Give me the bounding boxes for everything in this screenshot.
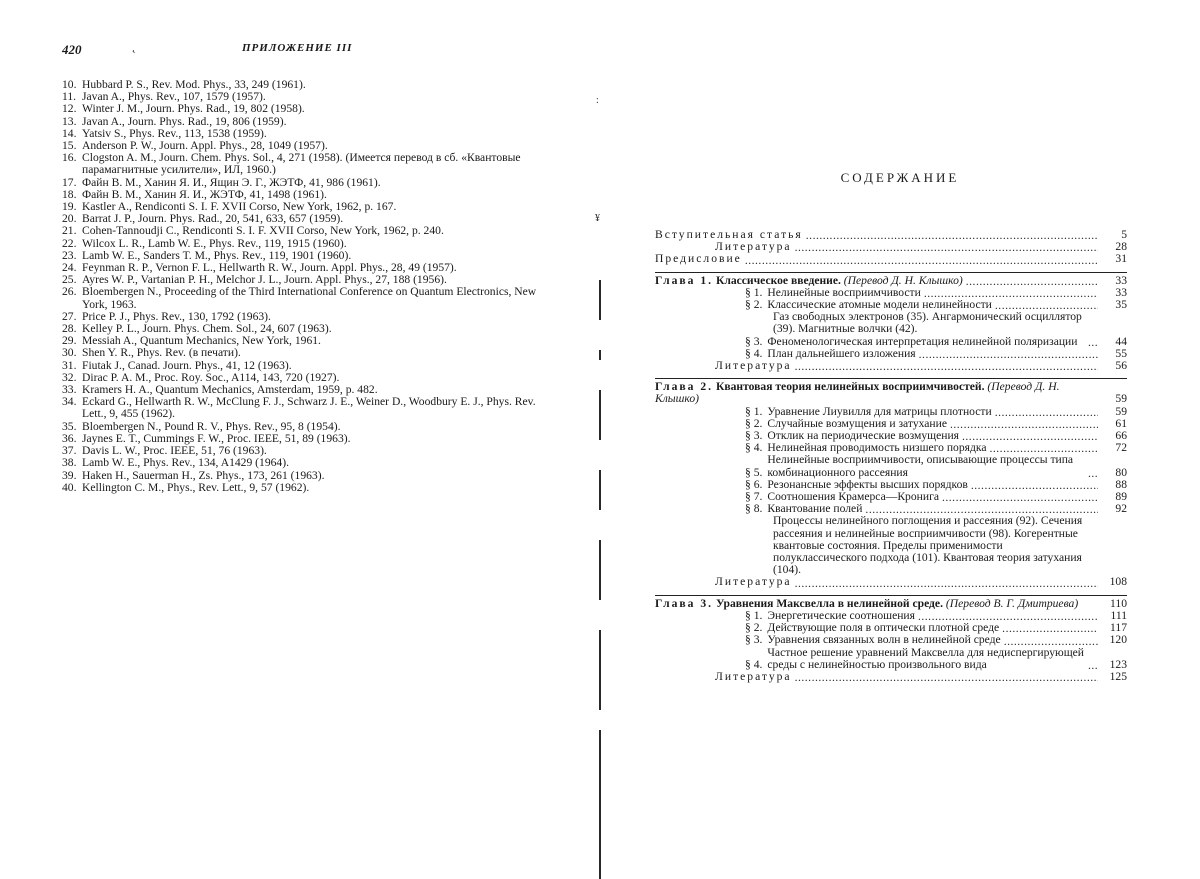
toc-page-number: 33 xyxy=(1115,285,1127,299)
toc-page-number: 80 xyxy=(1115,465,1127,479)
toc-leader-dots xyxy=(1002,624,1098,634)
header-mark: ˛ xyxy=(132,39,136,53)
toc-page-number: 33 xyxy=(1115,273,1127,287)
toc-divider xyxy=(655,272,1127,273)
toc-leader-dots xyxy=(995,408,1098,418)
section-title: Нелинейная проводимость низшего порядка xyxy=(767,441,987,455)
reference-number: 39. xyxy=(62,468,77,482)
reference-number: 11. xyxy=(62,90,77,104)
section-title: Резонансные эффекты высших порядков xyxy=(767,477,968,491)
reference-number: 35. xyxy=(62,419,77,433)
section-title: Феноменологическая интерпретация нелинейной поляризации xyxy=(767,334,1078,348)
reference-number: 30. xyxy=(62,346,77,360)
reference-number: 10. xyxy=(62,78,77,91)
toc-leader-dots xyxy=(795,673,1098,683)
toc-entry-title: Предисловие xyxy=(655,252,742,266)
section-number: § 5. xyxy=(745,465,763,479)
chapter-heading[interactable] xyxy=(655,381,1127,405)
reference-text: Messiah A., Quantum Mechanics, New York, 1961. xyxy=(82,334,321,348)
reference-number: 25. xyxy=(62,273,77,287)
reference-text: Price P. J., Phys. Rev., 130, 1792 (1963). xyxy=(82,309,271,323)
toc-leader-dots xyxy=(942,493,1098,503)
toc-section-entry[interactable] xyxy=(655,454,1127,478)
toc-entry[interactable] xyxy=(655,253,1127,265)
toc-section-entry[interactable] xyxy=(655,299,1127,311)
reference-number: 29. xyxy=(62,334,77,348)
reference-item xyxy=(62,482,554,494)
chapter-title: Уравнения Максвелла в нелинейной среде. xyxy=(715,596,943,610)
toc-section-entry[interactable] xyxy=(655,647,1127,671)
reference-number: 36. xyxy=(62,431,77,445)
toc-entry-title: Литература xyxy=(715,359,792,373)
chapter-label: Глава 1. xyxy=(655,273,714,287)
section-title: Случайные возмущения и затухание xyxy=(767,416,947,430)
section-title: Классические атомные модели нелинейности xyxy=(767,298,992,312)
section-title: Уравнение Лиувилля для матрицы плотности xyxy=(767,404,992,418)
toc-leader-dots xyxy=(1088,661,1098,671)
chapter-heading[interactable] xyxy=(655,275,1127,287)
reference-number: 32. xyxy=(62,370,77,384)
section-title: Нелинейные восприимчивости, описывающие процессы типа комбинационного рассеяния xyxy=(767,453,1074,479)
gutter-mark: ¥ xyxy=(595,213,600,224)
section-title: Отклик на периодические возмущения xyxy=(767,429,959,443)
toc-leader-dots xyxy=(950,420,1098,430)
toc-entry-title: Литература xyxy=(715,240,792,254)
table-of-contents xyxy=(655,229,1127,683)
reference-text: Hubbard P. S., Rev. Mod. Phys., 33, 249 (1961). xyxy=(82,78,306,91)
toc-divider xyxy=(655,595,1127,596)
reference-text: Clogston A. M., Journ. Chem. Phys. Sol., 4, 271 (1958). (Имеется перевод в сб. «Квантовые парамагнитные усилители», ИЛ, 1960.) xyxy=(82,151,521,177)
section-number: § 1. xyxy=(745,285,763,299)
reference-text: Javan A., Phys. Rev., 107, 1579 (1957). xyxy=(82,90,266,104)
toc-leader-dots xyxy=(806,231,1098,241)
toc-section-entry[interactable] xyxy=(655,503,1127,515)
section-title: Уравнения связанных волн в нелинейной среде xyxy=(767,633,1001,647)
reference-text: Davis L. W., Proc. IEEE, 51, 76 (1963). xyxy=(82,444,267,458)
reference-text: Lamb W. E., Sanders T. M., Phys. Rev., 119, 1901 (1960). xyxy=(82,248,352,262)
toc-leader-dots xyxy=(971,481,1098,491)
toc-page-number: 44 xyxy=(1115,334,1127,348)
toc-leader-dots xyxy=(995,301,1098,311)
reference-text: Shen Y. R., Phys. Rev. (в печати). xyxy=(82,346,241,360)
toc-page-number: 59 xyxy=(1115,392,1127,406)
toc-page-number: 61 xyxy=(1115,416,1127,430)
reference-item xyxy=(62,396,554,420)
toc-leader-dots xyxy=(795,362,1098,372)
reference-text: Dirac P. A. M., Proc. Roy. Soc., A114, 143, 720 (1927). xyxy=(82,370,340,384)
reference-text: Javan A., Journ. Phys. Rad., 19, 806 (1959). xyxy=(82,114,287,128)
reference-item xyxy=(62,152,554,176)
toc-page-number: 110 xyxy=(1110,596,1127,610)
chapter-translator: (Перевод Д. Н. Клышко) xyxy=(843,273,963,287)
reference-text: Anderson P. W., Journ. Appl. Phys., 28, 1049 (1957). xyxy=(82,139,328,153)
toc-entry-title: Литература xyxy=(715,669,792,683)
toc-section-entry[interactable] xyxy=(655,634,1127,646)
reference-number: 28. xyxy=(62,322,77,336)
reference-text: Lamb W. E., Phys. Rev., 134, A1429 (1964). xyxy=(82,456,289,470)
reference-number: 18. xyxy=(62,187,77,201)
toc-page-number: 72 xyxy=(1115,441,1127,455)
toc-subtopics: Газ свободных электронов (35). Ангармонический осциллятор (39). Магнитные волчки (42). xyxy=(773,310,1082,336)
toc-page-number: 123 xyxy=(1109,657,1127,671)
section-number: § 6. xyxy=(745,477,763,491)
reference-number: 12. xyxy=(62,102,77,116)
chapter-label: Глава 3. xyxy=(655,596,714,610)
toc-leader-dots xyxy=(1088,338,1098,348)
reference-number: 23. xyxy=(62,248,77,262)
reference-item xyxy=(62,286,554,310)
toc-leader-dots xyxy=(966,277,1098,287)
section-title: Квантование полей xyxy=(767,502,863,516)
toc-page-number: 66 xyxy=(1115,429,1127,443)
toc-page-number: 92 xyxy=(1115,502,1127,516)
toc-leader-dots xyxy=(919,350,1098,360)
reference-number: 13. xyxy=(62,114,77,128)
section-number: § 4. xyxy=(745,346,763,360)
section-number: § 4. xyxy=(745,657,763,671)
reference-text: Kramers H. A., Quantum Mechanics, Amsterdam, 1959, p. 482. xyxy=(82,383,378,397)
section-number: § 2. xyxy=(745,621,763,635)
section-number: § 1. xyxy=(745,608,763,622)
toc-section-entry[interactable] xyxy=(655,336,1127,348)
reference-list xyxy=(62,79,554,494)
section-title: Частное решение уравнений Максвелла для недиспергирующей среды с нелинейностью произвольного вида xyxy=(767,645,1084,671)
reference-text: Eckard G., Hellwarth R. W., McClung F. J., Schwarz J. E., Weiner D., Woodbury E. J., Phys. Rev. Lett., 9, 455 (1962). xyxy=(82,395,536,421)
section-number: § 7. xyxy=(745,490,763,504)
chapter-translator: (Перевод В. Г. Дмитриева) xyxy=(945,596,1079,610)
reference-number: 16. xyxy=(62,151,77,165)
reference-text: Haken H., Sauerman H., Zs. Phys., 173, 261 (1963). xyxy=(82,468,325,482)
reference-number: 26. xyxy=(62,285,77,299)
toc-page-number: 56 xyxy=(1115,359,1127,373)
section-number: § 3. xyxy=(745,429,763,443)
reference-text: Файн В. М., Ханин Я. И., Ящин Э. Г., ЖЭТФ, 41, 986 (1961). xyxy=(82,175,381,189)
toc-divider xyxy=(655,378,1127,379)
chapter-label: Глава 2. xyxy=(655,380,714,394)
reference-text: Kastler A., Rendiconti S. I. F. XVII Corso, New York, 1962, p. 167. xyxy=(82,200,397,214)
toc-subtopics: Процессы нелинейного поглощения и рассеяния (92). Сечения рассеяния и нелинейные восприимчивости (98). Когерентные квантовые состояния. Пределы применимости полуклассического подхода (101). Квантовая теория затухания (104). xyxy=(773,514,1083,577)
reference-text: Файн В. М., Ханин Я. И., ЖЭТФ, 41, 1498 (1961). xyxy=(82,187,327,201)
section-number: § 4. xyxy=(745,441,763,455)
contents-title: СОДЕРЖАНИЕ xyxy=(840,170,960,185)
reference-text: Winter J. M., Journ. Phys. Rad., 19, 802 (1958). xyxy=(82,102,305,116)
toc-page-number: 59 xyxy=(1115,404,1127,418)
toc-leader-dots xyxy=(865,505,1098,515)
reference-number: 24. xyxy=(62,261,77,275)
toc-page-number: 117 xyxy=(1110,621,1127,635)
section-number: § 8. xyxy=(745,502,763,516)
section-title: Действующие поля в оптически плотной среде xyxy=(767,621,1000,635)
reference-text: Ayres W. P., Vartanian P. H., Melchor J. L., Journ. Appl. Phys., 27, 188 (1956). xyxy=(82,273,447,287)
section-number: § 3. xyxy=(745,633,763,647)
reference-number: 40. xyxy=(62,480,77,494)
toc-section-entry[interactable] xyxy=(655,491,1127,503)
section-number: § 2. xyxy=(745,298,763,312)
reference-number: 33. xyxy=(62,383,77,397)
toc-page-number: 31 xyxy=(1115,252,1127,266)
toc-entry-title: Вступительная статья xyxy=(655,228,803,241)
toc-page-number: 125 xyxy=(1109,669,1127,683)
reference-number: 14. xyxy=(62,126,77,140)
toc-entry[interactable] xyxy=(655,576,1127,588)
reference-text: Cohen-Tannoudji C., Rendiconti S. I. F. XVII Corso, New York, 1962, p. 240. xyxy=(82,224,444,238)
chapter-translator: (Перевод Д. Н. Клышко) xyxy=(655,380,1060,406)
reference-number: 34. xyxy=(62,395,77,409)
reference-text: Kellington C. M., Phys., Rev. Lett., 9, 57 (1962). xyxy=(82,480,310,494)
toc-page-number: 111 xyxy=(1110,608,1127,622)
reference-text: Kelley P. L., Journ. Phys. Chem. Sol., 24, 607 (1963). xyxy=(82,322,332,336)
section-title: План дальнейшего изложения xyxy=(767,346,916,360)
reference-text: Yatsiv S., Phys. Rev., 113, 1538 (1959). xyxy=(82,126,267,140)
section-number: § 1. xyxy=(745,404,763,418)
chapter-title: Классическое введение. xyxy=(715,273,841,287)
chapter-title: Квантовая теория нелинейных восприимчивостей. xyxy=(715,380,985,394)
toc-page-number: 55 xyxy=(1115,346,1127,360)
reference-number: 37. xyxy=(62,444,77,458)
toc-leader-dots xyxy=(795,243,1098,253)
toc-page-number: 88 xyxy=(1115,477,1127,491)
section-title: Нелинейные восприимчивости xyxy=(767,285,921,299)
toc-page-number: 89 xyxy=(1115,490,1127,504)
reference-number: 21. xyxy=(62,224,77,238)
reference-number: 20. xyxy=(62,212,77,226)
reference-text: Jaynes E. T., Cummings F. W., Proc. IEEE, 51, 89 (1963). xyxy=(82,431,351,445)
section-number: § 3. xyxy=(745,334,763,348)
reference-number: 27. xyxy=(62,309,77,323)
toc-section-entry[interactable] xyxy=(655,406,1127,418)
toc-leader-dots xyxy=(795,579,1098,589)
gutter-mark: : xyxy=(596,95,599,106)
running-head xyxy=(62,39,542,60)
section-title: Соотношения Крамерса—Кронига xyxy=(767,490,939,504)
toc-leader-dots xyxy=(745,256,1098,266)
reference-number: 22. xyxy=(62,236,77,250)
toc-page-number: 108 xyxy=(1109,575,1127,589)
toc-entry-title: Литература xyxy=(715,575,792,589)
running-title: ПРИЛОЖЕНИЕ III xyxy=(242,42,353,54)
reference-number: 19. xyxy=(62,200,77,214)
section-number: § 2. xyxy=(745,416,763,430)
toc-entry[interactable] xyxy=(655,360,1127,372)
reference-text: Fiutak J., Canad. Journ. Phys., 41, 12 (1963). xyxy=(82,358,292,372)
reference-text: Bloembergen N., Proceeding of the Third International Conference on Quantum Electronics, New York, 1963. xyxy=(82,285,537,311)
reference-number: 38. xyxy=(62,456,77,470)
reference-text: Wilcox L. R., Lamb W. E., Phys. Rev., 119, 1915 (1960). xyxy=(82,236,347,250)
reference-text: Feynman R. P., Vernon F. L., Hellwarth R. W., Journ. Appl. Phys., 28, 49 (1957). xyxy=(82,261,457,275)
reference-number: 17. xyxy=(62,175,77,189)
reference-text: Bloembergen N., Pound R. V., Phys. Rev., 95, 8 (1954). xyxy=(82,419,341,433)
reference-number: 31. xyxy=(62,358,77,372)
page-number: 420 xyxy=(62,42,82,57)
reference-number: 15. xyxy=(62,139,77,153)
toc-page-number: 35 xyxy=(1115,298,1127,312)
toc-page-number: 120 xyxy=(1109,633,1127,647)
toc-entry[interactable] xyxy=(655,671,1127,683)
reference-text: Barrat J. P., Journ. Phys. Rad., 20, 541, 633, 657 (1959). xyxy=(82,212,344,226)
toc-page-number: 5 xyxy=(1121,228,1127,241)
toc-page-number: 28 xyxy=(1115,240,1127,254)
toc-leader-dots xyxy=(1088,469,1098,479)
toc-leader-dots xyxy=(1004,637,1098,647)
section-title: Энергетические соотношения xyxy=(767,608,915,622)
